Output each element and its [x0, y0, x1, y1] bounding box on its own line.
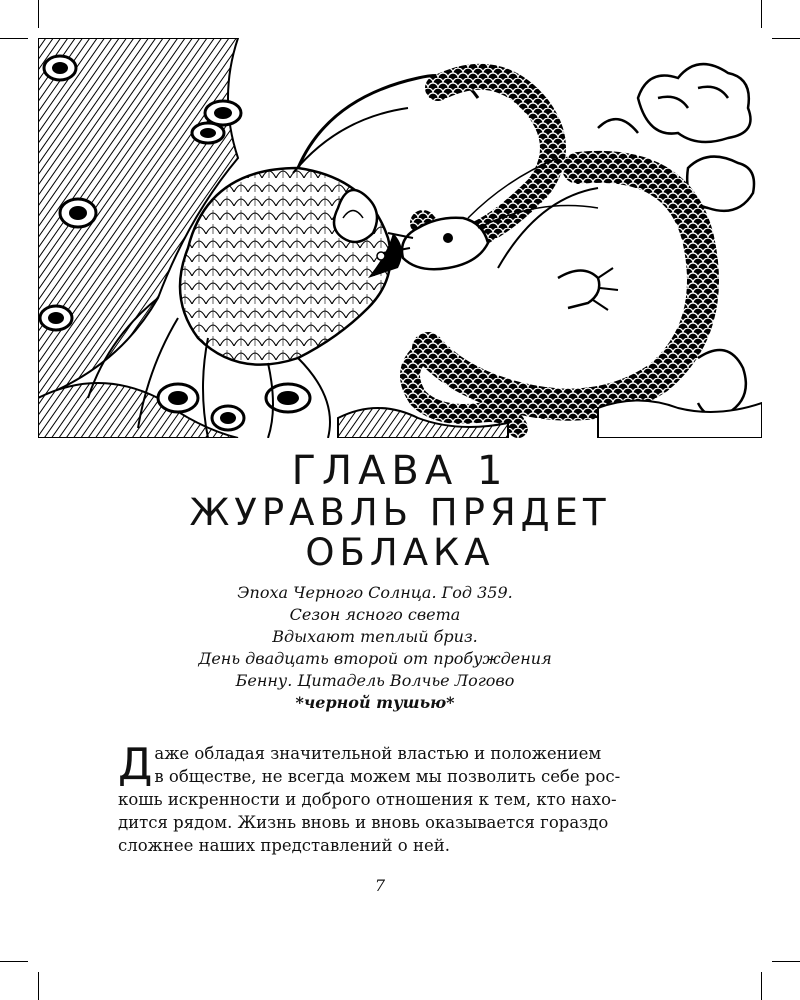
body-line: аже обладая значительной властью и положением — [154, 744, 602, 763]
chapter-title-line-1: ЖУРАВЛЬ ПРЯДЕТ — [189, 491, 611, 534]
crop-mark-top-left-v — [38, 0, 39, 28]
epigraph-line: Сезон ясного света — [289, 605, 461, 624]
page-number: 7 — [374, 876, 386, 895]
epigraph-line: Вдыхают теплый бриз. — [272, 627, 478, 646]
chapter-title — [0, 493, 800, 573]
crop-mark-top-right-v — [761, 0, 762, 28]
crop-mark-bottom-left-h — [0, 961, 28, 962]
epigraph-line: Бенну. Цитадель Волчье Логово — [235, 671, 515, 690]
crop-mark-bottom-right-v — [761, 972, 762, 1000]
crop-mark-bottom-left-v — [38, 972, 39, 1000]
chapter-label: ГЛАВА 1 — [291, 448, 509, 494]
crop-mark-bottom-right-h — [772, 961, 800, 962]
crop-mark-top-left-h — [0, 38, 28, 39]
body-line: дится рядом. Жизнь вновь и вновь оказывается гораздо — [118, 813, 609, 832]
phoenix-dragon-illustration — [38, 38, 762, 438]
body-line: сложнее наших представлений о ней. — [118, 836, 450, 855]
crop-mark-top-right-h — [772, 38, 800, 39]
chapter-title-line-2: ОБЛАКА — [305, 531, 495, 574]
body-text — [118, 739, 650, 857]
epigraph-line: День двадцать второй от пробуждения — [198, 649, 552, 668]
epigraph-signature: *черной тушью* — [295, 693, 455, 712]
epigraph — [0, 582, 750, 714]
body-line: кошь искренности и доброго отношения к тем, кто нахо- — [118, 790, 617, 809]
body-line: в обществе, не всегда можем мы позволить себе рос- — [154, 767, 621, 786]
epigraph-line: Эпоха Черного Солнца. Год 359. — [237, 583, 513, 602]
drop-cap: Д — [118, 739, 153, 790]
